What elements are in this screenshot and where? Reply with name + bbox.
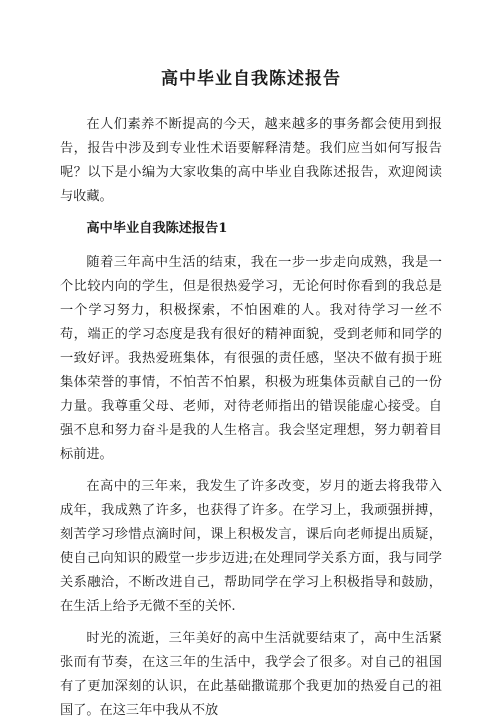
intro-paragraph: 在人们素养不断提高的今天，越来越多的事务都会使用到报告，报告中涉及到专业性术语要解释清楚。我们应当如何写报告呢？以下是小编为大家收集的高中毕业自我陈述报告，欢迎阅读与收藏。 [60, 117, 442, 204]
section-heading: 高中毕业自我陈述报告1 [86, 221, 228, 236]
body-paragraph-2: 在高中的三年来，我发生了许多改变，岁月的逝去将我带入成年，我成熟了许多，也获得了许多。在学习上，我顽强拼搏，刻苦学习珍惜点滴时间，课上积极发言，课后向老师提出质疑，使自己向知识的殿堂一步步迈进;在处理同学关系方面，我与同学关系融洽，不断改进自己，帮助同学在学习上积极指导和鼓励，在生活上给予无微不至的关怀. [60, 479, 442, 614]
body-paragraph-1: 随着三年高中生活的结束，我在一步一步走向成熟，我是一个比较内向的学生，但是很热爱学习，无论何时你看到的我总是一个学习努力，积极探索，不怕困难的人。我对待学习一丝不苟，端正的学习态度是我有很好的精神面貌，受到老师和同学的一致好评。我热爱班集体，有很强的责任感，坚决不做有损于班集体荣誉的事情，不怕苦不怕累，积极为班集体贡献自己的一份力量。我尊重父母、老师，对待老师指出的错误能虚心接受。自强不息和努力奋斗是我的人生格言。我会坚定理想，努力朝着目标前进。 [60, 255, 442, 462]
document-title: 高中毕业自我陈述报告 [161, 69, 341, 89]
body-paragraph-3: 时光的流逝，三年美好的高中生活就要结束了，高中生活紧张而有节奏，在这三年的生活中，我学会了很多。对自己的祖国有了更加深刻的认识，在此基础撒谎那个我更加的热爱自己的祖国了。在这三年中我从不放 [60, 631, 442, 718]
